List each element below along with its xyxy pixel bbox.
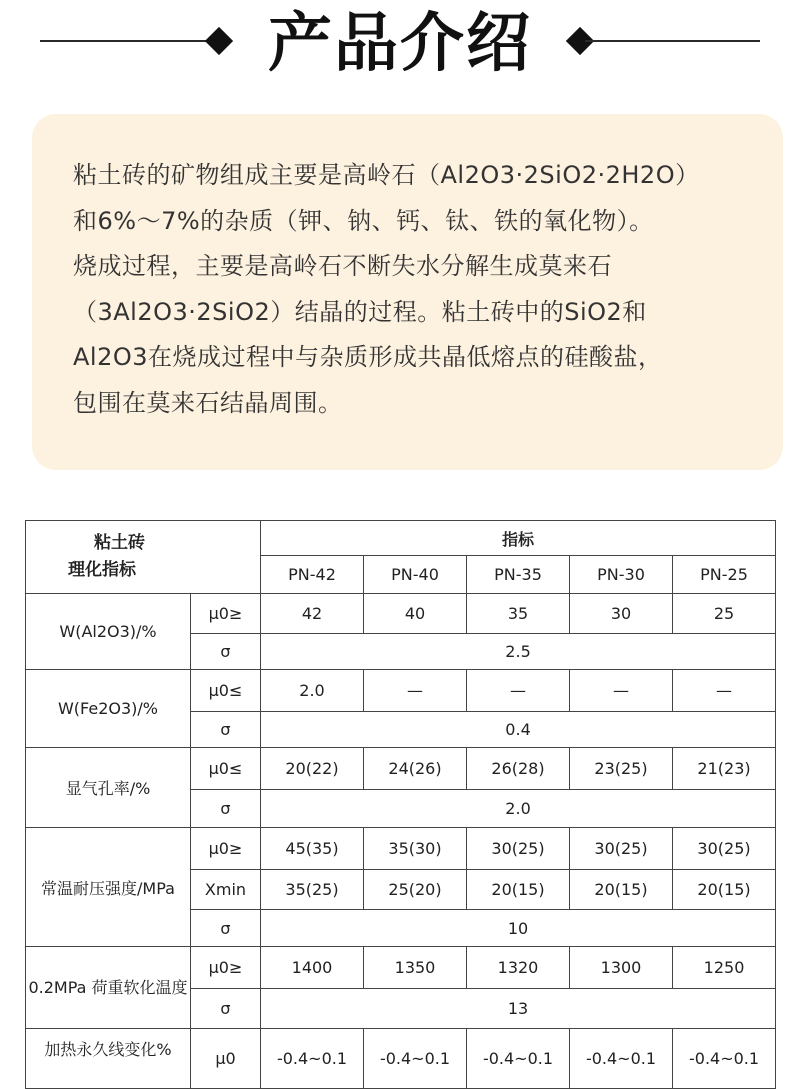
property-name: 0.2MPa 荷重软化温度 — [26, 947, 191, 1029]
statistic-label: σ — [191, 910, 261, 947]
table-cell: 1350 — [364, 947, 467, 989]
table-cell: 30(25) — [570, 828, 673, 870]
property-name: 显气孔率/% — [26, 748, 191, 828]
grade-header: PN-40 — [364, 556, 467, 594]
property-name: 常温耐压强度/MPa — [26, 828, 191, 947]
table-cell: 1400 — [261, 947, 364, 989]
statistic-label: σ — [191, 634, 261, 670]
statistic-label: σ — [191, 989, 261, 1029]
table-cell: 1250 — [673, 947, 776, 989]
grade-header: PN-42 — [261, 556, 364, 594]
intro-line: 和6%～7%的杂质（钾、钠、钙、钛、铁的氧化物）。 — [73, 206, 654, 235]
table-cell: 35 — [467, 594, 570, 634]
statistic-label: μ0≥ — [191, 947, 261, 989]
table-row — [26, 828, 776, 870]
grade-header: PN-30 — [570, 556, 673, 594]
page-title: 产品介绍 — [268, 7, 532, 81]
merged-cell: 2.5 — [261, 634, 776, 670]
intro-line: 包围在莫来石结晶周围。 — [73, 388, 343, 417]
table-cell: 35(25) — [261, 870, 364, 910]
table-row — [26, 947, 776, 989]
table-cell: — — [467, 670, 570, 712]
statistic-label: σ — [191, 790, 261, 828]
table-cell: 20(15) — [570, 870, 673, 910]
property-name: W(Fe2O3)/% — [26, 670, 191, 748]
corner-label: 粘土砖 — [94, 533, 145, 553]
table-cell: -0.4~0.1 — [673, 1029, 776, 1089]
statistic-label: μ0 — [191, 1029, 261, 1089]
index-header: 指标 — [261, 521, 776, 556]
grade-header: PN-35 — [467, 556, 570, 594]
table-cell: 45(35) — [261, 828, 364, 870]
table-cell: 42 — [261, 594, 364, 634]
merged-cell: 0.4 — [261, 712, 776, 748]
table-cell: 20(15) — [467, 870, 570, 910]
intro-line: Al2O3在烧成过程中与杂质形成共晶低熔点的硅酸盐， — [73, 343, 663, 371]
table-cell: -0.4~0.1 — [570, 1029, 673, 1089]
intro-line: 粘土砖的矿物组成主要是高岭石（Al2O3·2SiO2·2H2O） — [73, 161, 700, 189]
table-row — [26, 670, 776, 712]
statistic-label: μ0≤ — [191, 748, 261, 790]
corner-label: 理化指标 — [68, 560, 136, 580]
decorative-line-left — [40, 40, 215, 42]
diamond-icon — [205, 27, 233, 55]
table-cell: 30 — [570, 594, 673, 634]
table-cell: 30(25) — [673, 828, 776, 870]
merged-cell: 2.0 — [261, 790, 776, 828]
decorative-line-right — [585, 40, 760, 42]
statistic-label: μ0≥ — [191, 828, 261, 870]
table-cell: 24(26) — [364, 748, 467, 790]
table-cell: 25 — [673, 594, 776, 634]
spec-table — [25, 520, 776, 1089]
table-cell: 35(30) — [364, 828, 467, 870]
table-cell: 20(22) — [261, 748, 364, 790]
table-corner-header — [26, 521, 261, 594]
table-cell: — — [570, 670, 673, 712]
table-cell: -0.4~0.1 — [467, 1029, 570, 1089]
table-header-row — [26, 521, 776, 556]
table-cell: 25(20) — [364, 870, 467, 910]
merged-cell: 13 — [261, 989, 776, 1029]
table-row — [26, 748, 776, 790]
table-cell: 23(25) — [570, 748, 673, 790]
table-cell: 2.0 — [261, 670, 364, 712]
table-cell: 20(15) — [673, 870, 776, 910]
merged-cell: 10 — [261, 910, 776, 947]
table-row — [26, 1029, 776, 1089]
statistic-label: μ0≥ — [191, 594, 261, 634]
table-cell: 1300 — [570, 947, 673, 989]
table-cell: 30(25) — [467, 828, 570, 870]
property-name: 加热永久线变化% — [26, 1029, 191, 1089]
table-cell: -0.4~0.1 — [364, 1029, 467, 1089]
grade-header: PN-25 — [673, 556, 776, 594]
table-cell: — — [364, 670, 467, 712]
property-name: W(Al2O3)/% — [26, 594, 191, 670]
intro-line: （3Al2O3·2SiO2）结晶的过程。粘土砖中的SiO2和 — [73, 297, 647, 326]
statistic-label: Xmin — [191, 870, 261, 910]
table-cell: — — [673, 670, 776, 712]
table-cell: 21(23) — [673, 748, 776, 790]
product-intro-box — [32, 114, 783, 470]
table-cell: 1320 — [467, 947, 570, 989]
section-header — [0, 0, 800, 90]
intro-line: 烧成过程，主要是高岭石不断失水分解生成莫来石 — [73, 252, 612, 280]
table-cell: 26(28) — [467, 748, 570, 790]
table-cell: 40 — [364, 594, 467, 634]
statistic-label: μ0≤ — [191, 670, 261, 712]
statistic-label: σ — [191, 712, 261, 748]
table-row — [26, 594, 776, 634]
table-cell: -0.4~0.1 — [261, 1029, 364, 1089]
